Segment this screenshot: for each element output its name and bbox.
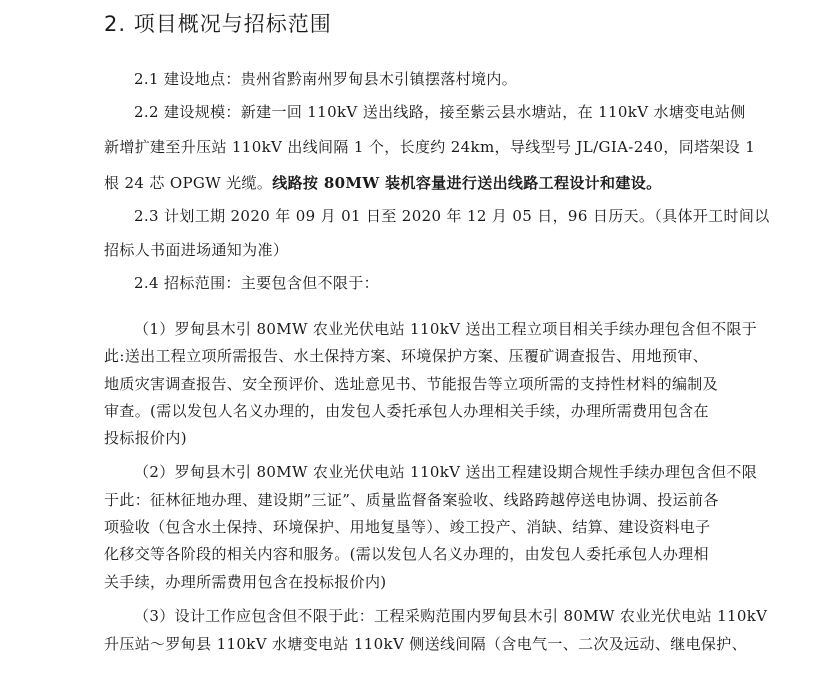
scope-item-1-line-2: 此:送出工程立项所需报告、水土保持方案、环境保护方案、压覆矿调查报告、用地预审、 [104, 347, 709, 365]
paragraph-construction-site: 2.1 建设地点：贵州省黔南州罗甸县木引镇摆落村境内。 [134, 70, 518, 88]
scope-item-2-line-2: 于此：征林征地办理、建设期”三证”、质量监督备案验收、线路跨越停送电协调、投运前各 [104, 491, 719, 509]
scope-item-2-line-3: 项验收（包含水土保持、环境保护、用地复垦等）、竣工投产、消缺、结算、建设资料电子 [104, 518, 711, 536]
scope-item-1-line-1: （1）罗甸县木引 80MW 农业光伏电站 110kV 送出工程立项目相关手续办理包含但不限于 [134, 320, 758, 338]
scope-item-2-line-5: 关手续，办理所需费用包含在投标报价内) [104, 573, 387, 591]
section-heading: 2. 项目概况与招标范围 [104, 12, 332, 36]
scale-bold-note: 线路按 80MW 装机容量进行送出线路工程设计和建设。 [272, 174, 662, 192]
scope-item-2-line-4: 化移交等各阶段的相关内容和服务。(需以发包人名义办理的，由发包人委托承包人办理相 [104, 545, 709, 563]
scope-item-1-line-3: 地质灾害调查报告、安全预评价、选址意见书、节能报告等立项所需的支持性材料的编制及 [104, 375, 719, 393]
scope-item-2-line-1: （2）罗甸县木引 80MW 农业光伏电站 110kV 送出工程建设期合规性手续办理包含但不限 [134, 463, 758, 481]
paragraph-schedule-line-2: 招标人书面进场通知为准） [104, 241, 289, 259]
scope-item-3-line-1: （3）设计工作应包含但不限于此：工程采购范围内罗甸县木引 80MW 农业光伏电站 110kV [134, 607, 768, 625]
paragraph-construction-scale-line-1: 2.2 建设规模：新建一回 110kV 送出线路，接至紫云县水塘站，在 110kV 水塘变电站侧 [134, 103, 746, 121]
paragraph-scope-intro: 2.4 招标范围：主要包含但不限于： [134, 274, 379, 292]
scope-item-3-line-2: 升压站～罗甸县 110kV 水塘变电站 110kV 侧送线间隔（含电气一、二次及远动、继电保护、 [104, 635, 747, 653]
paragraph-schedule-line-1: 2.3 计划工期 2020 年 09 月 01 日至 2020 年 12 月 05 日，96 日历天。（具体开工时间以 [134, 207, 770, 225]
paragraph-construction-scale-line-2: 新增扩建至升压站 110kV 出线间隔 1 个，长度约 24km，导线型号 JL/GIA-240，同塔架设 1 [104, 138, 756, 156]
scope-item-1-line-4: 审查。(需以发包人名义办理的，由发包人委托承包人办理相关手续，办理所需费用包含在 [104, 402, 709, 420]
scale-text: 根 24 芯 OPGW 光缆。 [104, 174, 273, 192]
scope-item-1-line-5: 投标报价内) [104, 429, 187, 447]
paragraph-construction-scale-line-3 [104, 173, 661, 193]
